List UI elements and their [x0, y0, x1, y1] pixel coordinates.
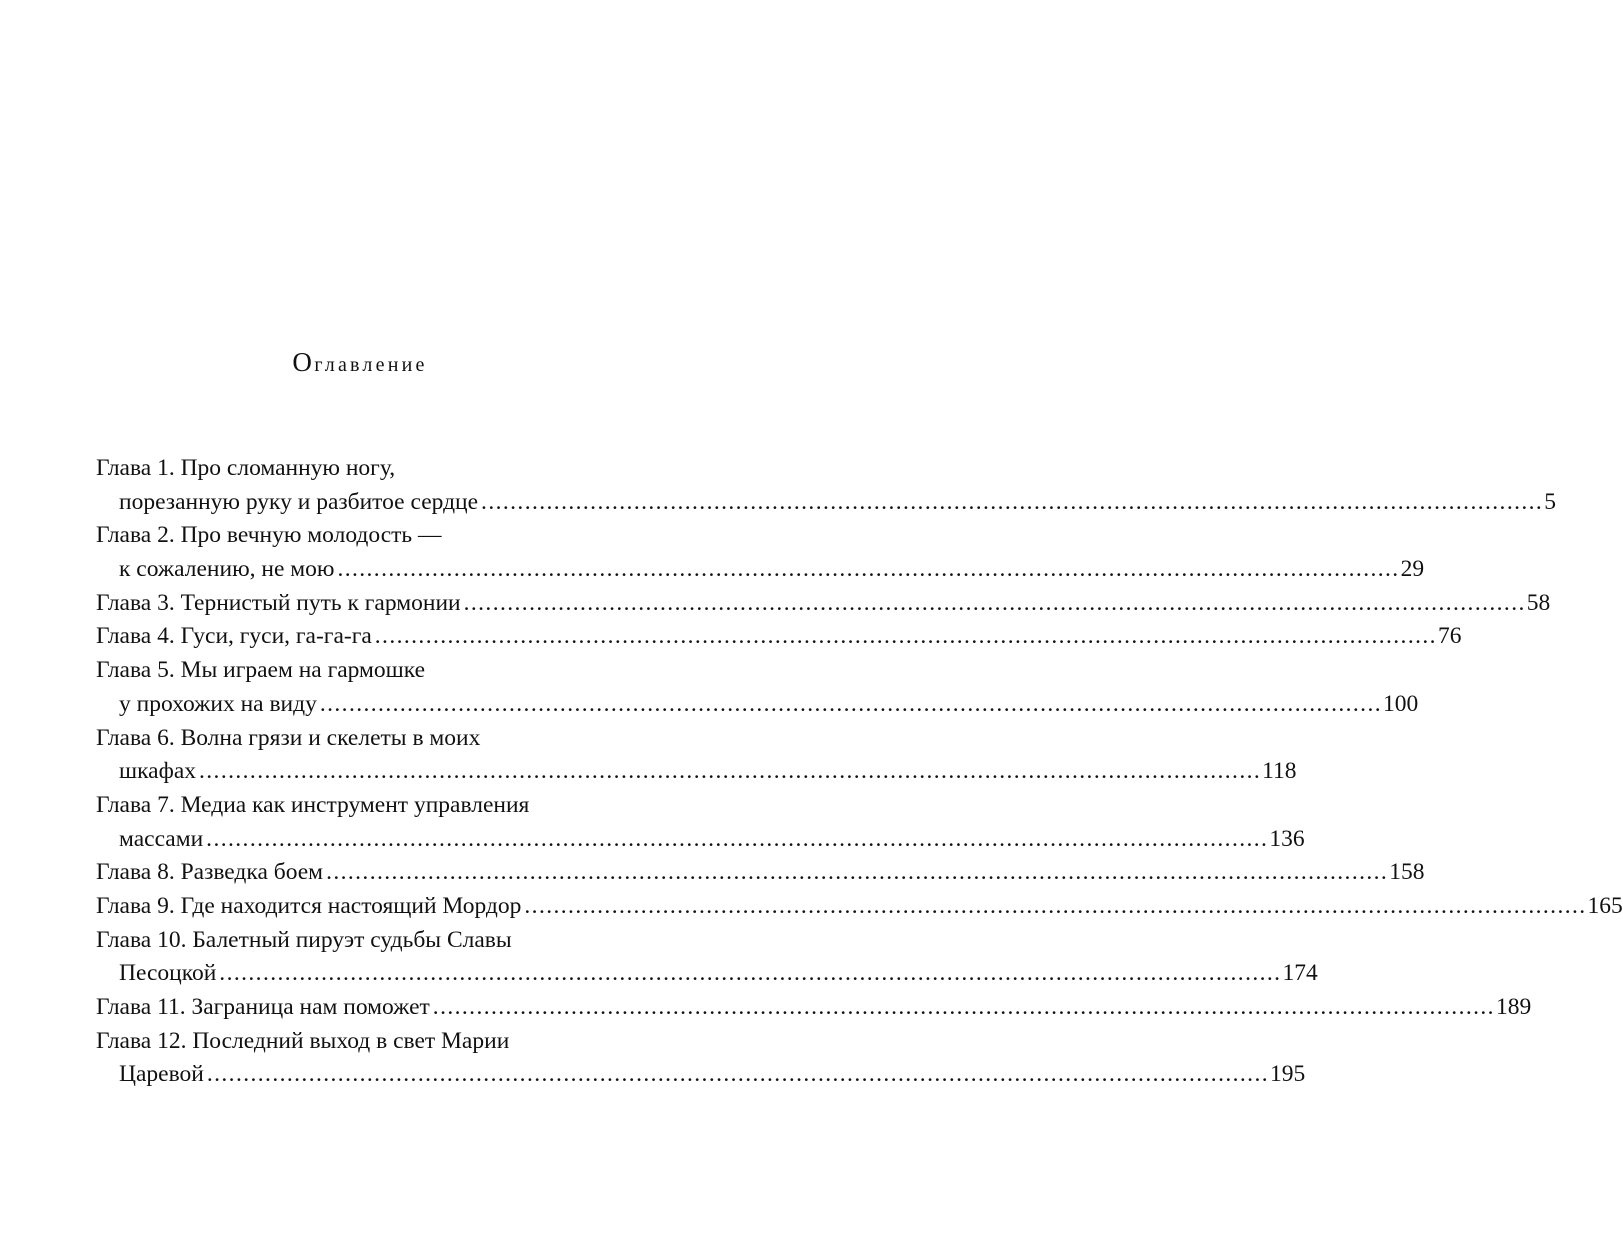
dot-leader: ..................................................................................................................................................: [206, 825, 1269, 852]
toc-entry-6-title-end: шкафах: [119, 758, 196, 785]
toc-entry-9[interactable]: [96, 889, 1623, 923]
dot-leader: ..................................................................................................................................................: [463, 589, 1526, 616]
toc-entry-9-title: Глава 9. Где находится настоящий Мордор: [96, 892, 522, 919]
toc-entry-2-line-1: Глава 2. Про вечную молодость —: [96, 522, 442, 549]
toc-entry-4[interactable]: [96, 619, 1462, 653]
dot-leader: ..................................................................................................................................................: [374, 623, 1437, 650]
title-capital: О: [292, 347, 315, 377]
toc-entry-5-line-2[interactable]: [96, 687, 1419, 721]
toc-entry-3-page: 58: [1526, 589, 1551, 616]
toc-entry-7-line-1: Глава 7. Медиа как инструмент управления: [96, 791, 530, 818]
toc-entry-4-title: Глава 4. Гуси, гуси, га-га-га: [96, 623, 372, 650]
dot-leader: ..................................................................................................................................................: [432, 994, 1495, 1020]
toc-entry-8-page: 158: [1389, 859, 1425, 886]
toc-entry-3-title: Глава 3. Тернистый путь к гармонии: [96, 589, 461, 616]
toc-entry-5-title-end: у прохожих на виду: [119, 690, 317, 717]
toc-entry-12-page: 195: [1270, 1061, 1306, 1088]
toc-entry-2-line-2[interactable]: [96, 552, 1425, 586]
toc-entry-9-page: 165: [1587, 892, 1623, 919]
toc-entry-11-page: 189: [1495, 994, 1532, 1020]
toc-entry-10-title-end: Песоцкой: [119, 960, 217, 987]
table-of-contents: [96, 451, 1623, 1091]
toc-entry-12-line-2[interactable]: [96, 1057, 1306, 1091]
dot-leader: ..................................................................................................................................................: [524, 892, 1587, 919]
page-title: [0, 342, 720, 385]
toc-entry-6-page: 118: [1262, 758, 1297, 785]
toc-entry-6-line-1: Глава 6. Волна грязи и скелеты в моих: [96, 724, 481, 751]
toc-entry-10-page: 174: [1282, 960, 1318, 987]
toc-entry-3[interactable]: [96, 586, 1551, 620]
toc-entry-1-line-1: Глава 1. Про сломанную ногу,: [96, 455, 396, 481]
toc-entry-12-line-1: Глава 12. Последний выход в свет Марии: [96, 1027, 510, 1054]
dot-leader: ..................................................................................................................................................: [219, 960, 1282, 987]
toc-entry-8-title: Глава 8. Разведка боем: [96, 859, 324, 886]
dot-leader: ..................................................................................................................................................: [326, 859, 1389, 886]
toc-entry-2-page: 29: [1400, 556, 1425, 583]
toc-entry-1-line-2[interactable]: [96, 485, 1556, 519]
toc-entry-8[interactable]: [96, 855, 1425, 889]
toc-entry-7-page: 136: [1269, 825, 1305, 852]
dot-leader: ..................................................................................................................................................: [206, 1061, 1269, 1088]
toc-entry-12-title-end: Царевой: [119, 1061, 204, 1088]
toc-entry-10-line-2[interactable]: [96, 956, 1318, 990]
toc-entry-11-title: Глава 11. Заграница нам поможет: [96, 994, 430, 1020]
toc-entry-5-page: 100: [1383, 690, 1419, 717]
toc-entry-7-title-end: массами: [119, 825, 204, 852]
toc-entry-1-page: 5: [1544, 488, 1556, 515]
toc-entry-1-title-end: порезанную руку и разбитое сердце: [119, 488, 479, 515]
dot-leader: ..................................................................................................................................................: [337, 556, 1400, 583]
dot-leader: ..................................................................................................................................................: [319, 690, 1382, 717]
title-rest: главление: [314, 354, 428, 376]
toc-entry-10-line-1: Глава 10. Балетный пируэт судьбы Славы: [96, 926, 512, 953]
toc-entry-7-line-2[interactable]: [96, 822, 1305, 856]
dot-leader: ..................................................................................................................................................: [199, 758, 1262, 785]
toc-entry-5-line-1: Глава 5. Мы играем на гармошке: [96, 657, 426, 684]
toc-entry-4-page: 76: [1437, 623, 1462, 650]
toc-entry-6-line-2[interactable]: [96, 754, 1297, 788]
toc-entry-2-title-end: к сожалению, не мою: [119, 556, 335, 583]
toc-entry-11[interactable]: [96, 990, 1532, 1024]
dot-leader: ..................................................................................................................................................: [481, 488, 1544, 515]
